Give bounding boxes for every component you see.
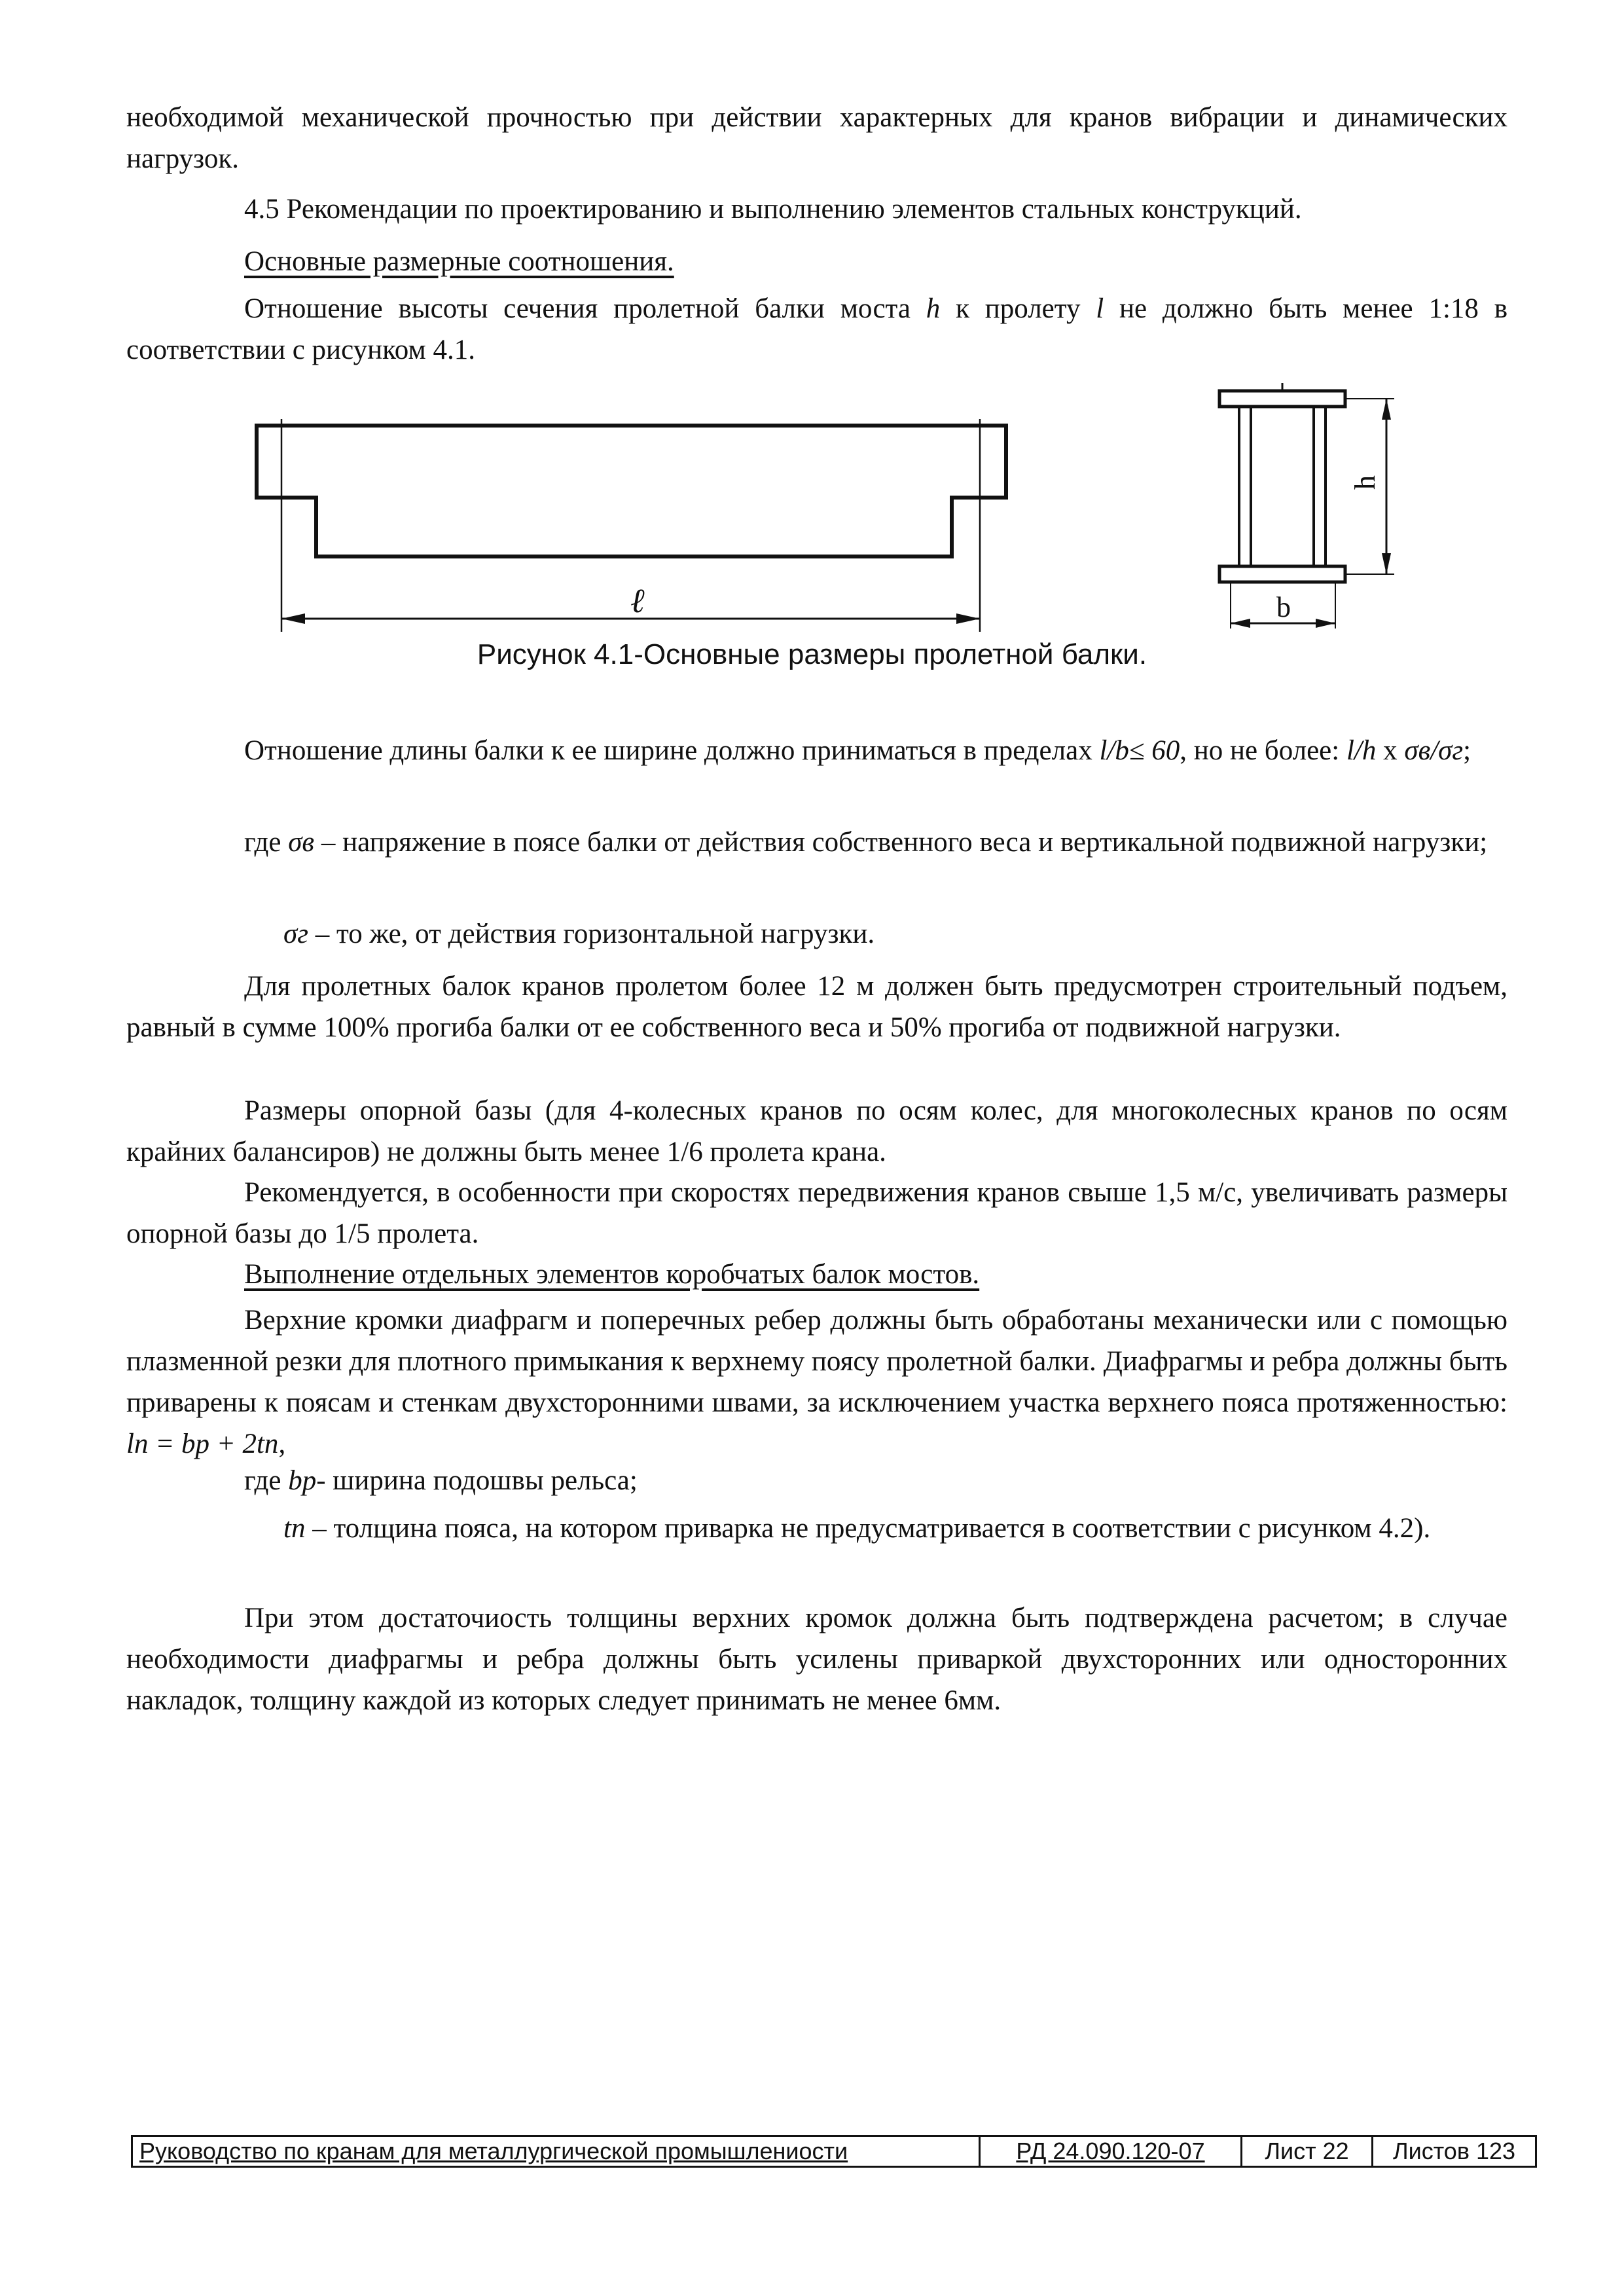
text-run: , но не более: bbox=[1180, 735, 1346, 766]
symbol-sigma-g: σг bbox=[283, 919, 308, 949]
text-run: где bbox=[244, 827, 289, 858]
paragraph-bp-definition bbox=[126, 1460, 1507, 1501]
width-arrow-left bbox=[1231, 619, 1250, 628]
beam-side-outline bbox=[257, 426, 1006, 556]
formula-l-over-h: l/h bbox=[1346, 735, 1377, 766]
formula-sigma-ratio: σв/σг bbox=[1404, 735, 1464, 766]
beam-figure bbox=[0, 0, 1624, 655]
footer-doc-code: РД 24.090.120-07 bbox=[981, 2137, 1242, 2166]
text-run: , bbox=[278, 1429, 286, 1459]
text-run: - ширина подошвы рельса; bbox=[316, 1465, 638, 1496]
formula-l-over-b: l/b≤ 60 bbox=[1099, 735, 1180, 766]
span-arrow-left bbox=[281, 613, 305, 624]
text-run: Отношение высоты сечения пролетной балки моста bbox=[244, 293, 926, 324]
footer-title: Руководство по кранам для металлургической промышлениости bbox=[133, 2137, 981, 2166]
paragraph-length-width-ratio bbox=[126, 730, 1507, 771]
symbol-l: l bbox=[1096, 293, 1104, 324]
figure-caption: Рисунок 4.1-Основные размеры пролетной балки. bbox=[477, 638, 1147, 670]
height-arrow-top bbox=[1382, 399, 1391, 420]
document-footer bbox=[131, 2135, 1537, 2168]
paragraph-speed-recommendation: Рекомендуется, в особенности при скоростях передвижения кранов свыше 1,5 м/с, увеличивать размеры опорной базы до 1/5 пролета. bbox=[126, 1177, 1507, 1249]
text-run: Отношение длины балки к ее ширине должно приниматься в пределах bbox=[244, 735, 1100, 766]
subheading-box-girders bbox=[126, 1254, 1507, 1295]
paragraph-top-edge-thickness: При этом достаточиость толщины верхних кромок должна быть подтверждена расчетом; в случае необходимости диафрагмы и ребра должны быть усилены приваркой двухсторонних или односторонних накладок, толщину каждой из которых следует принимать не менее 6мм. bbox=[126, 1603, 1507, 1716]
symbol-sigma-v: σв bbox=[288, 827, 315, 858]
paragraph-sigma-v-definition bbox=[126, 822, 1507, 863]
text-run: – то же, от действия горизонтальной нагрузки. bbox=[308, 919, 875, 949]
symbol-h: h bbox=[926, 293, 941, 324]
text-run: х bbox=[1376, 735, 1405, 766]
width-arrow-right bbox=[1316, 619, 1335, 628]
height-arrow-bottom bbox=[1382, 553, 1391, 574]
section-left-web bbox=[1239, 407, 1251, 566]
label-b: b bbox=[1276, 591, 1291, 623]
paragraph-camber: Для пролетных балок кранов пролетом более 12 м должен быть предусмотрен строительный подъем, равный в сумме 100% прогиба балки от ее собственного веса и 50% прогиба от подвижной нагрузки. bbox=[126, 971, 1507, 1043]
paragraph-tn-definition bbox=[126, 1508, 1507, 1549]
footer-sheet: Лист 22 bbox=[1242, 2137, 1373, 2166]
formula-ln: lп = bр + 2tп bbox=[126, 1429, 279, 1459]
symbol-tn: tп bbox=[283, 1513, 306, 1544]
section-right-web bbox=[1314, 407, 1326, 566]
symbol-bp: bр bbox=[288, 1465, 317, 1496]
text-run: где bbox=[244, 1465, 289, 1496]
section-heading-4-5: 4.5 Рекомендации по проектированию и выполнению элементов стальных конструкций. bbox=[244, 194, 1302, 225]
section-bottom-flange bbox=[1219, 566, 1345, 582]
subheading-box-girders-text: Выполнение отдельных элементов коробчатых балок мостов. bbox=[244, 1259, 980, 1290]
label-h: h bbox=[1349, 475, 1381, 490]
paragraph-support-base: Размеры опорной базы (для 4-колесных кранов по осям колес, для многоколесных кранов по осям крайних балансиров) не должны быть менее 1/6 пролета крана. bbox=[126, 1095, 1507, 1167]
paragraph-intro-continuation: необходимой механической прочностью при действии характерных для кранов вибрации и динамических нагрузок. bbox=[126, 102, 1507, 174]
text-run: ; bbox=[1463, 735, 1471, 766]
text-run: к пролету bbox=[940, 293, 1096, 324]
subheading-dimensions-text: Основные размерные соотношения. bbox=[244, 246, 674, 277]
text-run: не должно быть менее 1:18 в соответствии с рисунком 4.1. bbox=[126, 293, 1507, 365]
footer-sheets-total: Листов 123 bbox=[1392, 2138, 1516, 2164]
span-arrow-right bbox=[956, 613, 980, 624]
text-run: Верхние кромки диафрагм и поперечных ребер должны быть обработаны механически или с помощью плазменной резки для плотного примыкания к верхнему поясу пролетной балки. Диафрагмы и ребра должны быть приварены к поясам и стенкам двухсторонними швами, за исключением участка верхнего пояса протяженностью: bbox=[126, 1305, 1507, 1418]
paragraph-diaphragms bbox=[126, 1300, 1507, 1465]
text-run: – напряжение в поясе балки от действия собственного веса и вертикальной подвижной нагрузки; bbox=[314, 827, 1488, 858]
label-l: ℓ bbox=[630, 583, 645, 620]
section-top-flange bbox=[1219, 391, 1345, 407]
paragraph-sigma-g-definition bbox=[126, 913, 1507, 955]
text-run: – толщина пояса, на котором приварка не предусматривается в соответствии с рисунком 4.2). bbox=[305, 1513, 1431, 1544]
